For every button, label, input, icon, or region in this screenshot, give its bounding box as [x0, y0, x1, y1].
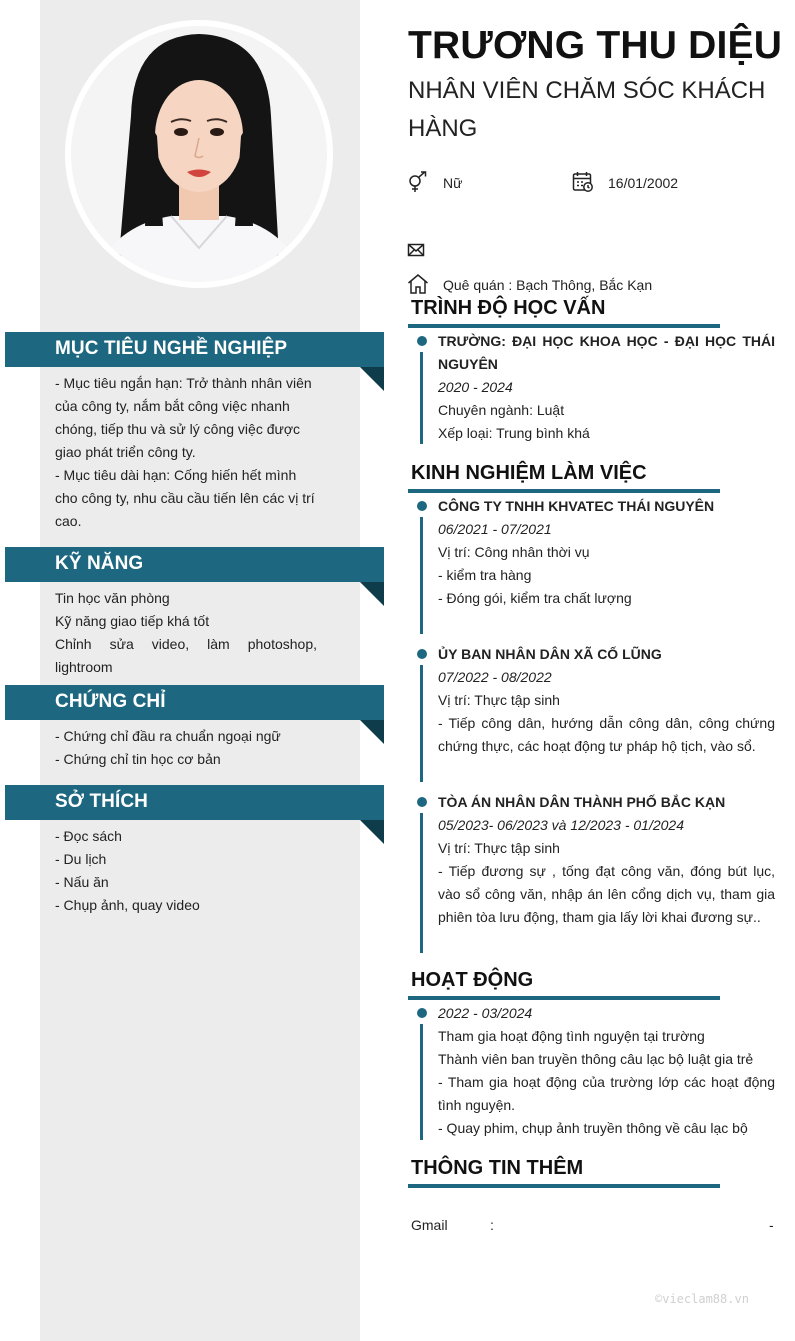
education-entry	[438, 330, 775, 445]
activity-line: Tham gia hoạt động tình nguyện tại trường	[438, 1028, 705, 1044]
job-title: NHÂN VIÊN CHĂM SÓC KHÁCH HÀNG	[408, 77, 766, 142]
gender-icon	[407, 171, 429, 193]
timeline-dot	[417, 1008, 427, 1018]
ribbon-fold	[360, 720, 384, 744]
home-icon	[407, 273, 429, 295]
section-rule	[408, 1184, 720, 1188]
hobby-line: - Du lịch	[55, 851, 107, 867]
section-header-certificates	[5, 685, 384, 720]
activity-line: Thành viên ban truyền thông câu lạc bộ luật gia trẻ	[438, 1051, 754, 1067]
hobby-line: - Đọc sách	[55, 828, 122, 844]
watermark: ©vieclam88.vn	[655, 1292, 749, 1306]
timeline-line	[420, 517, 423, 634]
experience-entry	[438, 643, 775, 758]
section-rule	[408, 996, 720, 1000]
experience-line: - Tiếp công dân, hướng dẫn công dân, công chứng chứng thực, các hoạt động tư pháp hộ tịch, vào sổ.	[438, 715, 775, 754]
timeline-line	[420, 665, 423, 782]
section-title-experience: KINH NGHIỆM LÀM VIỆC	[411, 462, 647, 484]
section-title-activities: HOẠT ĐỘNG	[411, 969, 534, 991]
experience-entry	[438, 791, 775, 929]
company-name: CÔNG TY TNHH KHVATEC THÁI NGUYÊN	[438, 498, 715, 514]
section-title-objective: MỤC TIÊU NGHỀ NGHIỆP	[55, 338, 288, 359]
experience-line: - kiểm tra hàng	[438, 567, 532, 583]
certificate-line: - Chứng chỉ đầu ra chuẩn ngoại ngữ	[55, 728, 281, 744]
experience-entry	[438, 495, 775, 610]
experience-period: 07/2022 - 08/2022	[438, 669, 552, 685]
experience-line: Vị trí: Thực tập sinh	[438, 692, 560, 708]
skill-line: Kỹ năng giao tiếp khá tốt	[55, 613, 210, 629]
ribbon-fold	[360, 820, 384, 844]
skill-line: lightroom	[55, 659, 113, 675]
timeline-line	[420, 813, 423, 953]
hobby-line: - Chụp ảnh, quay video	[55, 897, 200, 913]
education-grade: Xếp loại: Trung bình khá	[438, 425, 590, 441]
objective-line: của công ty, nắm bắt công việc nhanh	[55, 398, 290, 414]
section-header-skills	[5, 547, 384, 582]
activity-line: - Quay phim, chụp ảnh truyền thông về câu lạc bộ	[438, 1120, 748, 1136]
timeline-dot	[417, 649, 427, 659]
section-header-objective	[5, 332, 384, 367]
objective-line: giao phát triển công ty.	[55, 444, 196, 460]
timeline-dot	[417, 797, 427, 807]
objective-text	[55, 372, 317, 533]
gender-value: Nữ	[443, 175, 463, 191]
experience-line: - Tiếp đương sự , tống đạt công văn, đóng bút lục, vào sổ công văn, nhập án lên cổng dịch vụ, tham gia phiên tòa lưu động, tham gia lấy lời khai đương sự..	[438, 863, 775, 925]
section-title-hobbies: SỞ THÍCH	[55, 791, 149, 812]
company-name: TÒA ÁN NHÂN DÂN THÀNH PHỐ BẮC KẠN	[438, 794, 726, 810]
avatar	[71, 26, 327, 282]
timeline-line	[420, 352, 423, 444]
timeline-dot	[417, 336, 427, 346]
certificates-text	[55, 725, 317, 771]
hobby-line: - Nấu ăn	[55, 874, 109, 890]
objective-line: chóng, tiếp thu và sử lý công việc được	[55, 421, 301, 437]
timeline-line	[420, 1024, 423, 1140]
section-title-certificates: CHỨNG CHỈ	[55, 691, 166, 712]
timeline-dot	[417, 501, 427, 511]
school-name: TRƯỜNG: ĐẠI HỌC KHOA HỌC - ĐẠI HỌC THÁI NGUYÊN	[438, 333, 775, 372]
gmail-separator: :	[490, 1217, 494, 1233]
gmail-dash: -	[769, 1217, 774, 1233]
objective-line: - Mục tiêu ngắn hạn: Trở thành nhân viên	[55, 375, 312, 391]
section-title-education: TRÌNH ĐỘ HỌC VẤN	[411, 297, 606, 319]
experience-line: - Đóng gói, kiểm tra chất lượng	[438, 590, 632, 606]
section-rule	[408, 324, 720, 328]
certificate-line: - Chứng chỉ tin học cơ bản	[55, 751, 221, 767]
objective-line: cao.	[55, 513, 82, 529]
objective-line: cho công ty, nhu cầu cầu tiến lên các vị trí	[55, 490, 315, 506]
section-header-hobbies	[5, 785, 384, 820]
hobbies-text	[55, 825, 317, 917]
experience-period: 05/2023- 06/2023 và 12/2023 - 01/2024	[438, 817, 684, 833]
experience-line: Vị trí: Thực tập sinh	[438, 840, 560, 856]
experience-line: Vị trí: Công nhân thời vụ	[438, 544, 590, 560]
candidate-name: TRƯƠNG THU DIỆU	[408, 24, 783, 67]
objective-line: - Mục tiêu dài hạn: Cống hiến hết mình	[55, 467, 297, 483]
birthdate-value: 16/01/2002	[608, 175, 679, 191]
ribbon-fold	[360, 367, 384, 391]
skill-line: Tin học văn phòng	[55, 590, 170, 606]
section-title-extra: THÔNG TIN THÊM	[411, 1157, 584, 1179]
gmail-label: Gmail	[411, 1217, 448, 1233]
skill-line: Chỉnh sửa video, làm photoshop,	[55, 636, 317, 652]
activities-period: 2022 - 03/2024	[438, 1005, 533, 1021]
section-rule	[408, 489, 720, 493]
education-major: Chuyên ngành: Luật	[438, 402, 565, 418]
envelope-icon	[407, 240, 429, 262]
experience-period: 06/2021 - 07/2021	[438, 521, 552, 537]
hometown-value: Quê quán : Bạch Thông, Bắc Kạn	[443, 277, 653, 293]
calendar-icon	[572, 171, 594, 193]
company-name: ỦY BAN NHÂN DÂN XÃ CỐ LŨNG	[438, 646, 662, 662]
activities-entry	[438, 1002, 775, 1140]
skills-text	[55, 587, 317, 679]
education-period: 2020 - 2024	[438, 379, 513, 395]
activity-line: - Tham gia hoạt động của trường lớp các hoạt động tình nguyện.	[438, 1074, 775, 1113]
ribbon-fold	[360, 582, 384, 606]
section-title-skills: KỸ NĂNG	[55, 553, 144, 574]
